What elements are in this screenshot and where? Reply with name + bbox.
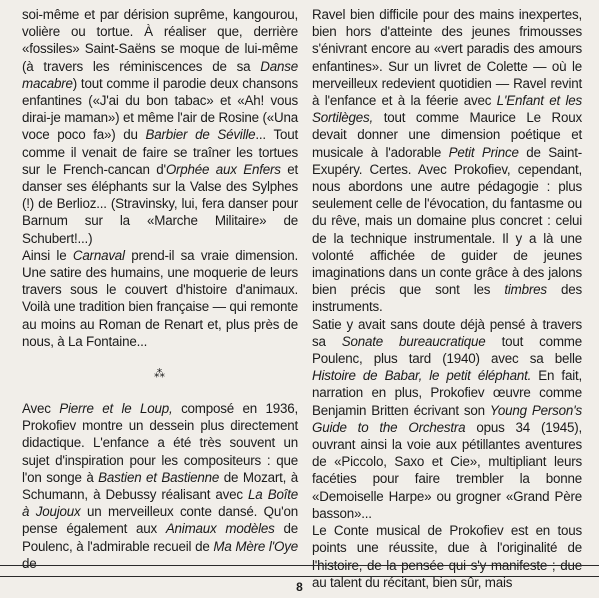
right-paragraph-1 (312, 6, 582, 316)
work-title: Orphée aux Enfers (165, 161, 281, 177)
text-run: Avec (22, 401, 60, 417)
work-title: Petit Prince (448, 144, 519, 160)
work-title: Carnaval (72, 247, 125, 263)
work-title: Barbier de Séville (145, 127, 256, 143)
text-run: soi-même et par dérision suprême, kangourou, volière ou tortue. À réaliser que, derrière «fossiles» Saint-Saëns se moque de lui-même (à travers les réminiscences de sa (22, 7, 298, 74)
text-run: opus 34 (1945), ouvrant ainsi la voie aux pétillantes aventures de «Piccolo, Saxo et Cie», multipliant leurs facéties pour faire trembler la bonne «Demoiselle Harpe» ou grogner «Grand Père basson»... (312, 419, 582, 521)
work-title: Danse macabre (22, 58, 298, 91)
text-run: composé en 1936, Prokofiev montre un dessein plus directement didactique. L'enfance a été très souvent un sujet d'inspiration pour les compositeurs : que l'on songe à (22, 401, 299, 485)
text-run: de Poulenc, à l'admirable recueil de (22, 521, 298, 554)
page-number: 8 (296, 580, 303, 594)
work-title: La Boîte à Joujoux (22, 487, 298, 520)
footer-rule-bottom (0, 576, 599, 577)
footer-rule-top (0, 565, 599, 566)
work-title: Young Person's Guide to the Orchestra (312, 402, 582, 435)
left-paragraph-2 (22, 247, 298, 350)
work-title: Sonate bureaucratique (341, 333, 486, 349)
text-run: ... Tout comme il venait de faire se traîner les tortues sur le French-cancan d' (22, 127, 298, 177)
section-separator-stars: ⁂ (154, 368, 166, 381)
text-run: et danser ses éléphants sur la Valse des Sylphes (!) de Berlioz... (Stravinsky, lui, fera danser pour Barnum sur la «Marche Militaire» de Schubert!...) (22, 161, 299, 246)
emphasis: timbres (504, 282, 547, 298)
left-paragraph-3 (22, 400, 298, 572)
right-paragraph-2 (312, 316, 582, 522)
text-run: Satie y avait sans doute déjà pensé à travers sa (312, 316, 582, 349)
work-title: Ma Mère l'Oye (213, 538, 298, 554)
work-title: Histoire de Babar, le petit éléphant. (312, 368, 532, 384)
text-run: ) tout comme il parodie deux chansons enfantines («J'ai du bon tabac» et «Ah! vous dirai-je maman») et même l'air de Rosine («Una voce poco fa») du (22, 75, 298, 143)
text-run: de Saint-Exupéry. Certes. Avec Prokofiev, cependant, nous abordons une autre pédagogie : plus seulement celle de l'évocation, du fantasme ou du rêve, mais un domaine plus concret : celui de la technique instrumentale. Il y a là une volonté affichée de guider de jeunes imaginations dans un conte grâce à des jalons bien précis que sont les (312, 144, 582, 298)
text-run: de (22, 555, 37, 571)
work-title: Pierre et le Loup, (59, 401, 173, 417)
right-column (312, 6, 582, 591)
work-title: L'Enfant et les Sortilèges, (312, 93, 582, 126)
text-run: prend-il sa vraie dimension. Une satire des humains, une moquerie de leurs travers sous le couvert d'histoire d'animaux. Voilà une tradition bien française — qui remonte au moins au Roman de Renart et, plus près de nous, à La Fontaine... (22, 247, 298, 349)
text-run: un merveilleux conte dansé. Qu'on pense également aux (22, 504, 298, 537)
text-run: tout comme Poulenc, plus tard (1940) avec sa belle (312, 333, 583, 367)
left-paragraph-1 (22, 6, 298, 247)
text-run: Ainsi le (22, 247, 73, 263)
text-run: Le Conte musical de Prokofiev est en tous points une réussite, due à l'originalité de l'histoire, de la pensée qui s'y manifeste ; due au talent du récitant, bien sûr, mais (312, 523, 582, 590)
text-run: tout comme Maurice Le Roux devait donner une dimension poétique et musicale à l'adorable (312, 110, 582, 160)
work-title: Bastien et Bastienne (98, 469, 220, 485)
text-run: des instruments. (312, 282, 582, 315)
work-title: Animaux modèles (165, 521, 275, 537)
text-run: En fait, narration en plus, Prokofiev œuvre comme Benjamin Britten écrivant son (312, 368, 583, 418)
text-run: Ravel bien difficile pour des mains inexpertes, bien hors d'atteinte des jeunes frimousses s'énivrant encore au «vert paradis des amours enfantines». Sur un livret de Colette — où le merveilleux redevient quotidien — Ravel revint à l'enfance et à la féerie avec (312, 7, 582, 109)
text-run: de Mozart, à Schumann, à Debussy réalisant avec (22, 469, 298, 503)
left-column (22, 6, 298, 572)
